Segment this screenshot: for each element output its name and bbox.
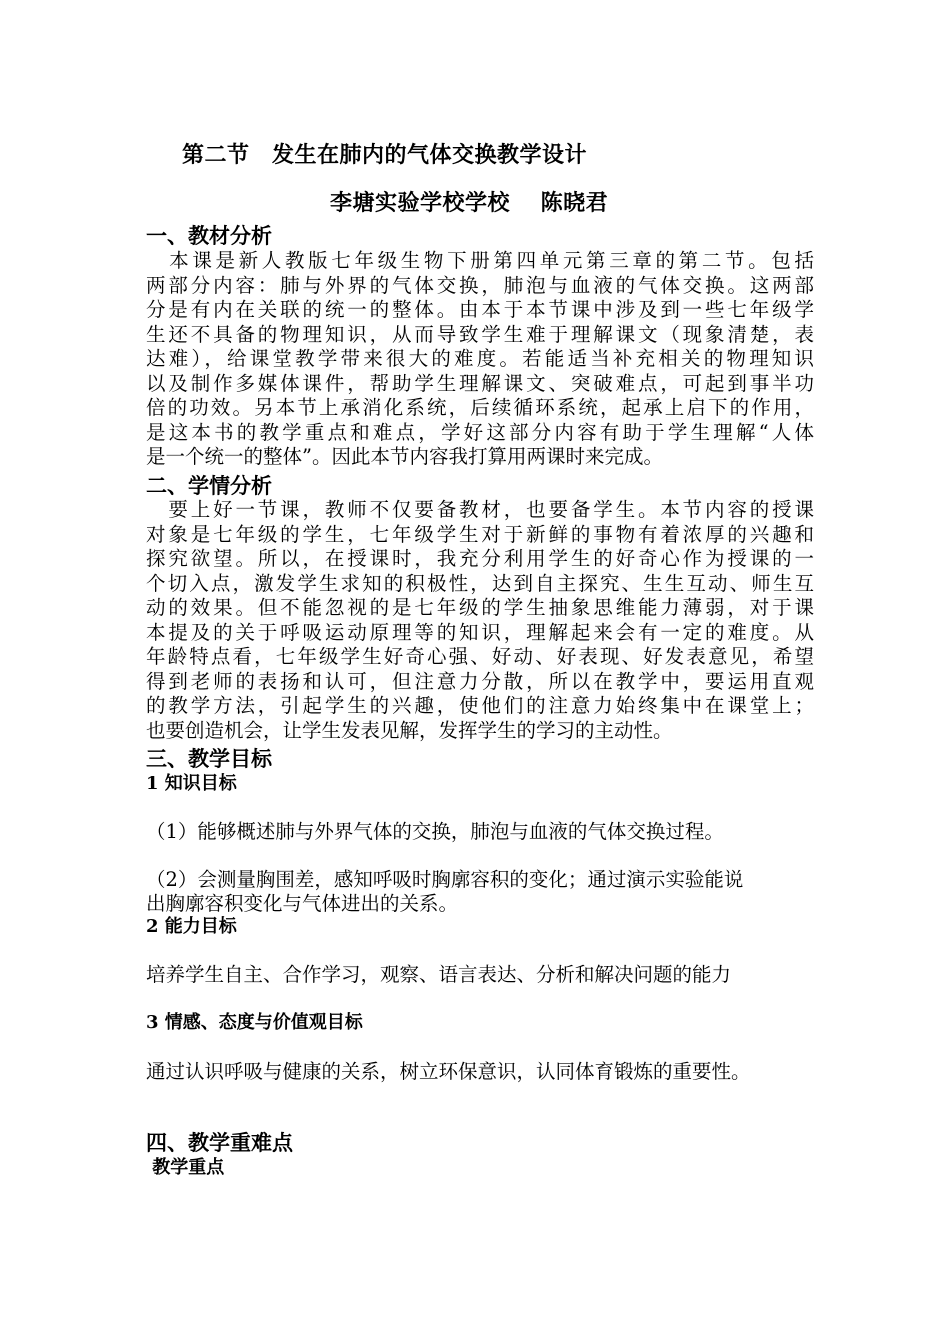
knowledge-objective-item-1: （1）能够概述肺与外界气体的交换，肺泡与血液的气体交换过程。	[146, 820, 724, 843]
paragraph-line: 是这本书的教学重点和难点，学好这部分内容有助于学生理解“人体	[146, 420, 814, 444]
paragraph-line: 两部分内容：肺与外界的气体交换，肺泡与血液的气体交换。这两部	[146, 273, 814, 297]
knowledge-objective-item-2-line-1: （2）会测量胸围差，感知呼吸时胸廓容积的变化；通过演示实验能说	[146, 868, 744, 891]
document-title: 第二节 发生在肺内的气体交换教学设计	[182, 142, 588, 168]
knowledge-objective-label: 1 知识目标	[146, 773, 237, 794]
paragraph-line: 探究欲望。所以，在授课时，我充分利用学生的好奇心作为授课的一	[146, 547, 814, 570]
teaching-key-points-label: 教学重点	[146, 1157, 225, 1178]
paragraph-line: 生还不具备的物理知识，从而导致学生难于理解课文（现象清楚，表	[146, 322, 814, 346]
paragraph-line: 达难），给课堂教学带来很大的难度。若能适当补充相关的物理知识	[146, 347, 814, 370]
learner-analysis-paragraph	[146, 498, 814, 743]
paragraph-line: 的教学方法，引起学生的兴趣，使他们的注意力始终集中在课堂上；	[146, 694, 814, 717]
paragraph-line: 以及制作多媒体课件，帮助学生理解课文、突破难点，可起到事半功	[146, 371, 814, 395]
section-heading-textbook-analysis: 一、教材分析	[146, 223, 272, 248]
paragraph-line: 本课是新人教版七年级生物下册第四单元第三章的第二节。包括	[146, 249, 814, 272]
paragraph-line: 得到老师的表扬和认可，但注意力分散，所以在教学中，要运用直观	[146, 669, 814, 693]
ability-objective-text: 培养学生自主、合作学习，观察、语言表达、分析和解决问题的能力	[146, 963, 732, 986]
paragraph-line: 是一个统一的整体”。因此本节内容我打算用两课时来完成。	[146, 445, 663, 468]
paragraph-line: 分是有内在关联的统一的整体。由本于本节课中涉及到一些七年级学	[146, 298, 814, 321]
paragraph-line: 也要创造机会，让学生发表见解，发挥学生的学习的主动性。	[146, 718, 673, 742]
paragraph-line: 对象是七年级的学生，七年级学生对于新鲜的事物有着浓厚的兴趣和	[146, 522, 814, 546]
textbook-analysis-paragraph	[146, 249, 814, 470]
document-author: 李塘实验学校学校 陈晓君	[330, 190, 609, 216]
emotion-objective-text: 通过认识呼吸与健康的关系，树立环保意识，认同体育锻炼的重要性。	[146, 1060, 751, 1083]
section-heading-learner-analysis: 二、学情分析	[146, 473, 272, 498]
ability-objective-label: 2 能力目标	[146, 916, 237, 937]
paragraph-line: 个切入点，激发学生求知的积极性，达到自主探究、生生互动、师生互	[146, 571, 814, 595]
emotion-objective-label: 3 情感、态度与价值观目标	[146, 1012, 363, 1033]
paragraph-line: 倍的功效。另本节上承消化系统，后续循环系统，起承上启下的作用，	[146, 396, 814, 419]
paragraph-line: 要上好一节课，教师不仅要备教材，也要备学生。本节内容的授课	[146, 498, 814, 521]
paragraph-line: 动的效果。但不能忽视的是七年级的学生抽象思维能力薄弱，对于课	[146, 596, 814, 619]
knowledge-objective-item-2-line-2: 出胸廓容积变化与气体进出的关系。	[146, 892, 459, 915]
section-heading-teaching-objectives: 三、教学目标	[146, 746, 272, 771]
paragraph-line: 年龄特点看，七年级学生好奇心强、好动、好表现、好发表意见，希望	[146, 645, 814, 668]
section-heading-key-difficulties: 四、教学重难点	[146, 1130, 293, 1155]
paragraph-line: 本提及的关于呼吸运动原理等的知识，理解起来会有一定的难度。从	[146, 620, 814, 644]
